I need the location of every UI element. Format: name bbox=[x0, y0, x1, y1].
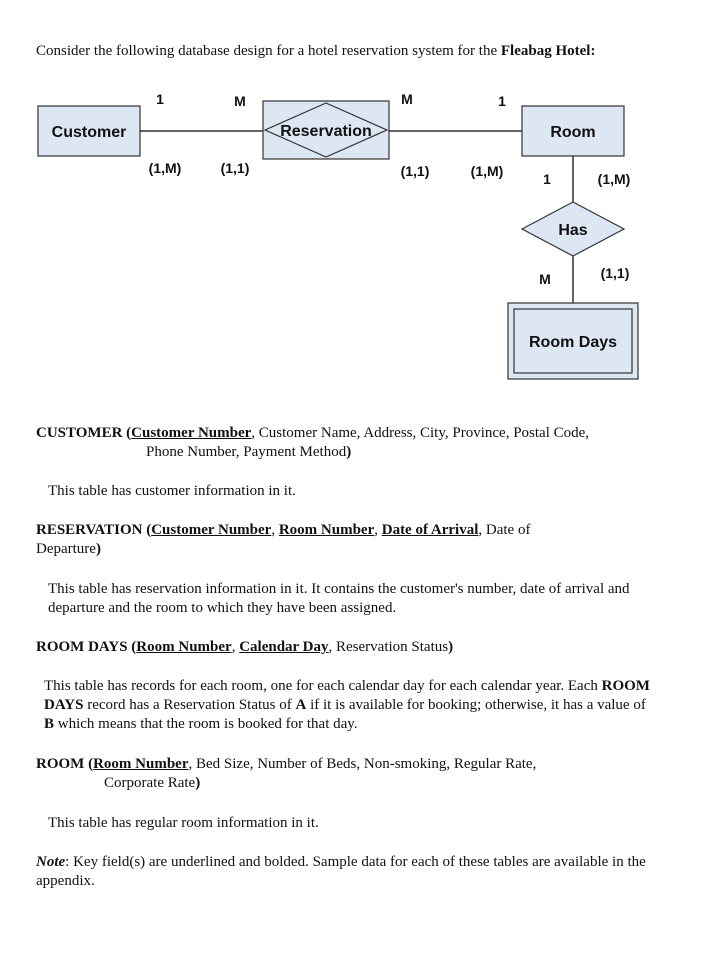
card-res-11-right: (1,1) bbox=[400, 163, 430, 179]
customer-key-customer-number: Customer Number bbox=[131, 425, 252, 441]
has-label: Has bbox=[558, 222, 588, 239]
card-res-m-left: M bbox=[234, 93, 246, 109]
customer-fields-line2: Phone Number, Payment Method bbox=[146, 444, 347, 460]
intro-prefix: Consider the following database design for a hotel reservation system for the bbox=[36, 43, 501, 59]
card-days-m: M bbox=[539, 271, 551, 287]
card-room-1m: (1,M) bbox=[470, 163, 504, 179]
room-table-name: ROOM ( bbox=[36, 756, 94, 772]
roomdays-key-calendar-day: Calendar Day bbox=[239, 639, 329, 655]
hotel-name: Fleabag Hotel: bbox=[500, 43, 596, 59]
reservation-table-def: RESERVATION (Customer Number, Room Number, Date of Arrival, Date of Departure) bbox=[36, 522, 531, 557]
reservation-fields-line1: , Date of bbox=[478, 522, 531, 538]
card-res-11-left: (1,1) bbox=[220, 160, 250, 176]
reservation-table-name: RESERVATION ( bbox=[36, 522, 152, 538]
note-text bbox=[36, 853, 646, 891]
reservation-fields-line2: Departure bbox=[36, 541, 96, 557]
room-close-paren: ) bbox=[195, 775, 201, 791]
card-room-1: 1 bbox=[498, 93, 506, 109]
roomdays-fields: , Reservation Status bbox=[328, 639, 449, 655]
reservation-description: This table has reservation information in it. It contains the customer's number, date of arrival and departure and the room to which they have been assigned. bbox=[48, 581, 630, 616]
customer-fields-line1: , Customer Name, Address, City, Province, Postal Code, bbox=[251, 425, 590, 441]
roomdays-desc-part3: if it is available for booking; otherwise, it has a value of bbox=[306, 697, 646, 713]
card-res-m-right: M bbox=[401, 91, 413, 107]
roomdays-desc-part1: This table has records for each room, one for each calendar day for each calendar year. Each bbox=[44, 678, 602, 694]
customer-table-name: CUSTOMER ( bbox=[36, 425, 132, 441]
roomdays-key-room-number: Room Number bbox=[136, 639, 232, 655]
roomdays-table-def: ROOM DAYS (Room Number, Calendar Day, Reservation Status) bbox=[36, 639, 454, 655]
reservation-close-paren: ) bbox=[95, 541, 101, 557]
reservation-key-customer-number: Customer Number bbox=[151, 522, 272, 538]
roomdays-description bbox=[44, 677, 654, 734]
card-room-has-1: 1 bbox=[543, 171, 551, 187]
card-days-11: (1,1) bbox=[600, 265, 630, 281]
roomdays-desc-bold2: A bbox=[295, 697, 307, 713]
room-table-def bbox=[36, 755, 676, 793]
roomdays-desc-part4: which means that the room is booked for that day. bbox=[54, 716, 358, 732]
card-cust-1: 1 bbox=[156, 91, 164, 107]
card-cust-1m: (1,M) bbox=[148, 160, 182, 176]
card-room-has-1m: (1,M) bbox=[597, 171, 631, 187]
roomdays-close-paren: ) bbox=[448, 639, 454, 655]
room-key-room-number: Room Number bbox=[93, 756, 189, 772]
roomdays-table-name: ROOM DAYS ( bbox=[36, 639, 137, 655]
room-fields-line2: Corporate Rate bbox=[104, 775, 196, 791]
reservation-key-date-of-arrival: Date of Arrival bbox=[381, 522, 479, 538]
customer-description: This table has customer information in it. bbox=[48, 483, 296, 499]
customer-close-paren: ) bbox=[346, 444, 352, 460]
note-label: Note bbox=[36, 854, 66, 870]
roomdays-desc-bold1: ROOM DAYS bbox=[44, 678, 650, 713]
room-description: This table has regular room information in it. bbox=[48, 815, 319, 831]
room-fields-line1: , Bed Size, Number of Beds, Non-smoking, Regular Rate, bbox=[188, 756, 537, 772]
customer-entity-label: Customer bbox=[51, 124, 127, 141]
reservation-label: Reservation bbox=[280, 123, 372, 140]
roomdays-desc-bold3: B bbox=[44, 716, 55, 732]
roomdays-desc-part2: record has a Reservation Status of bbox=[83, 697, 296, 713]
note-body: : Key field(s) are underlined and bolded. Sample data for each of these tables are available in the appendix. bbox=[36, 854, 646, 889]
customer-table-def bbox=[36, 424, 676, 462]
reservation-key-room-number: Room Number bbox=[278, 522, 375, 538]
roomdays-label: Room Days bbox=[528, 334, 618, 351]
er-diagram bbox=[0, 0, 720, 400]
room-entity-label: Room bbox=[550, 124, 596, 141]
